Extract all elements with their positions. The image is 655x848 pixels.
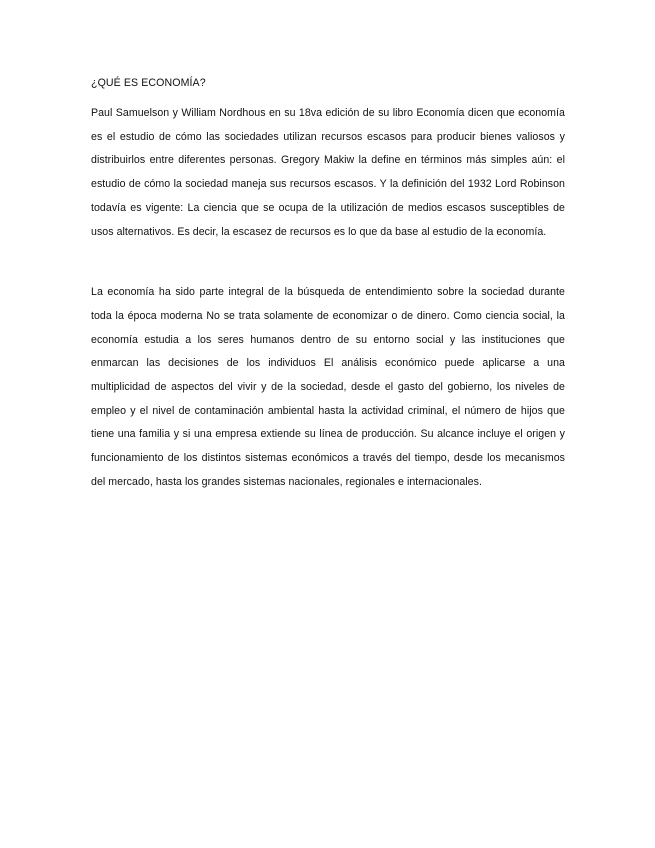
paragraph-definition: Paul Samuelson y William Nordhous en su 18va edición de su libro Economía dicen que economía es el estudio de cómo las sociedades utilizan recursos escasos para producir bienes valiosos y distribuirlos entre diferentes personas. Gregory Makiw la define en términos más simples aún: el estudio de cómo la sociedad maneja sus recursos escasos. Y la definición del 1932 Lord Robinson todavía es vigente: La ciencia que se ocupa de la utilización de medios escasos susceptibles de usos alternativos. Es decir, la escasez de recursos es lo que da base al estudio de la economía.	[91, 107, 565, 238]
document-body	[91, 74, 565, 495]
paragraph-scope: La economía ha sido parte integral de la búsqueda de entendimiento sobre la sociedad durante toda la época moderna No se trata solamente de economizar o de dinero. Como ciencia social, la economía estudia a los seres humanos dentro de su entorno social y las instituciones que enmarcan las decisiones de los individuos El análisis económico puede aplicarse a una multiplicidad de aspectos del vivir y de la sociedad, desde el gasto del gobierno, los niveles de empleo y el nivel de contaminación ambiental hasta la actividad criminal, el número de hijos que tiene una familia y si una empresa extiende su línea de producción. Su alcance incluye el origen y funcionamiento de los distintos sistemas económicos a través del tiempo, desde los mecanismos del mercado, hasta los grandes sistemas nacionales, regionales e internacionales.	[91, 286, 565, 488]
document-title: ¿QUÉ ES ECONOMÍA?	[91, 77, 206, 89]
